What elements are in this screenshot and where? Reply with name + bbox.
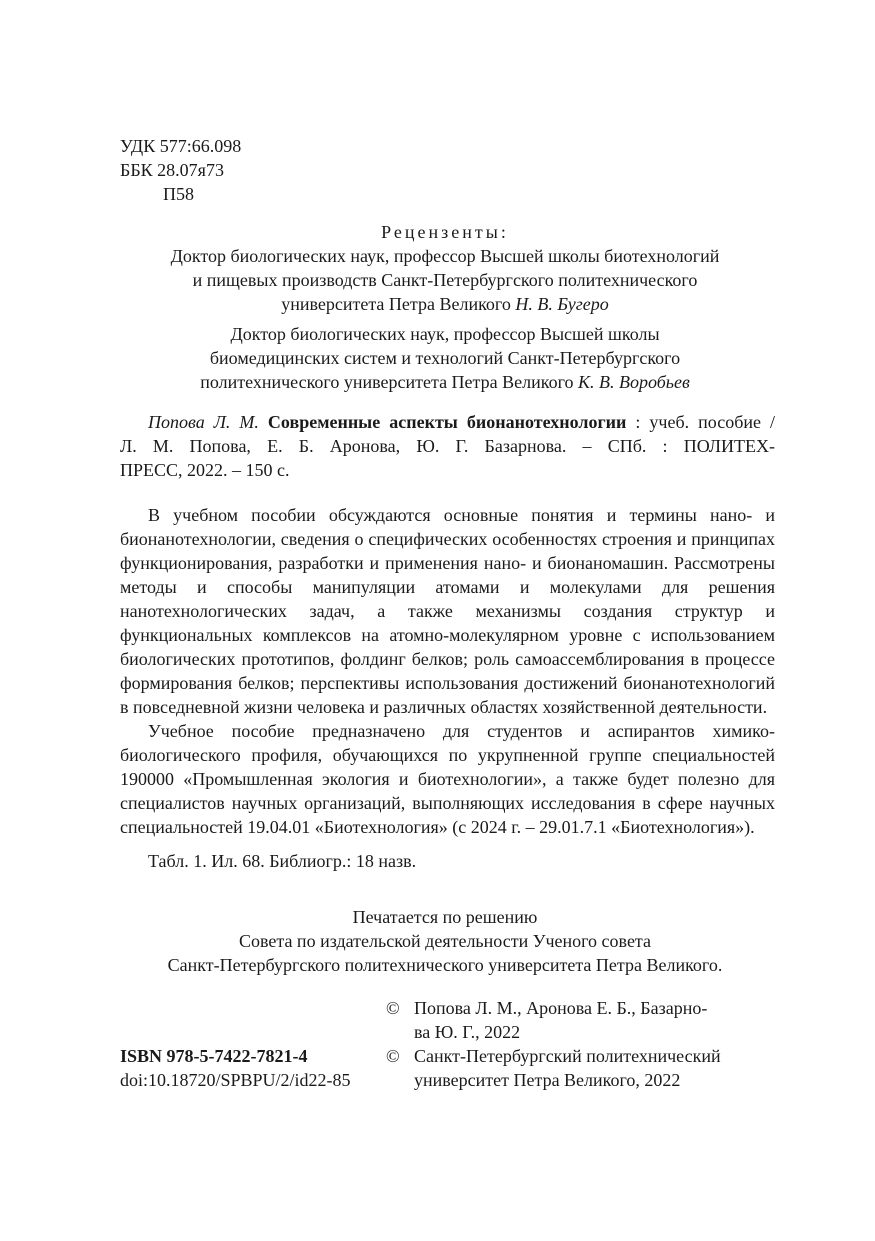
copyright-authors-line-1: [386, 996, 707, 1020]
approval-line-3: Санкт-Петербургского политехнического университета Петра Великого.: [167, 955, 723, 975]
reviewer-2-line-1: Доктор биологических наук, профессор Высшей школы: [230, 324, 660, 344]
copyright-university-line-2: университет Петра Великого, 2022: [414, 1070, 681, 1090]
copyright-authors-line-2: ва Ю. Г., 2022: [414, 1022, 521, 1042]
copyright-university-line-1: [386, 1044, 721, 1068]
reviewer-2-line-2: биомедицинских систем и технологий Санкт-Петербургского: [209, 348, 681, 368]
bib-line-2: Л. М. Попова, Е. Б. Аронова, Ю. Г. Базарнова. – СПб. : ПОЛИТЕХ-: [120, 436, 775, 456]
isbn: ISBN 978-5-7422-7821-4: [120, 1046, 308, 1066]
reviewer-2: [105, 322, 785, 394]
copyright-authors: [386, 996, 707, 1044]
reviewers-heading: Рецензенты:: [381, 222, 509, 242]
copyright-symbol: ©: [386, 998, 400, 1018]
udk-code: УДК 577:66.098: [120, 136, 242, 156]
reviewer-1-line-3: [105, 292, 785, 316]
approval-line-2: Совета по издательской деятельности Ученого совета: [238, 931, 652, 951]
reviewer-1-name: Н. В. Бугеро: [515, 294, 609, 314]
bib-title: Современные аспекты бионанотехнологии: [267, 412, 627, 432]
abstract-paragraph-1: В учебном пособии обсуждаются основные понятия и термины нано- и бионанотехнологии, сведения о специфических особенностях строения и принципах функционирования, разработки и применения нано- и бионаномашин. Рассмотрены методы и способы манипуляции атомами и молекулами для решения нанотехнологических задач, а также механизмы создания структур и функциональных комплексов на атомно-молекулярном уровне с использованием биологических прототипов, фолдинг белков; роль самоассемблирования в процессе формирования белков; перспективы использования достижений бионанотехнологий в повседневной жизни человека и различных областях хозяйственной деятельности.: [120, 505, 775, 717]
doi: doi:10.18720/SPBPU/2/id22-85: [120, 1070, 351, 1090]
approval-line-1: Печатается по решению: [352, 907, 538, 927]
tables-illustrations-count: Табл. 1. Ил. 68. Библиогр.: 18 назв.: [148, 851, 417, 871]
abstract: [120, 503, 775, 839]
reviewer-2-affiliation: политехнического университета Петра Великого: [200, 372, 574, 392]
bibliographic-record: [120, 410, 775, 482]
reviewer-2-name: К. В. Воробьев: [578, 372, 690, 392]
abstract-paragraph-2: Учебное пособие предназначено для студентов и аспирантов химико-биологического профиля, обучающихся по укрупненной группе специальностей 190000 «Промышленная экология и биотехнологии», а также будет полезно для специалистов научных организаций, выполняющих исследования в сфере научных специальностей 19.04.01 «Биотехнология» (с 2024 г. – 29.01.7.1 «Биотехнология»).: [120, 721, 775, 837]
publication-approval: [105, 905, 785, 977]
author-code: П58: [163, 184, 194, 204]
copyright-symbol: ©: [386, 1046, 400, 1066]
reviewer-1-line-1: Доктор биологических наук, профессор Высшей школы биотехнологий: [170, 246, 720, 266]
reviewer-1-affiliation: университета Петра Великого: [281, 294, 511, 314]
bib-line-1: [120, 410, 775, 434]
classification-block: [120, 134, 241, 206]
bib-line-3: ПРЕСС, 2022. – 150 с.: [120, 460, 290, 480]
reviewers-section: [105, 220, 785, 394]
bbk-code: ББК 28.07я73: [120, 160, 224, 180]
reviewer-1: [105, 244, 785, 316]
copyright-authors-text: Попова Л. М., Аронова Е. Б., Базарно-: [414, 998, 708, 1018]
bib-author: Попова Л. М.: [148, 412, 259, 432]
copyright-university: [386, 1044, 721, 1092]
copyright-university-text: Санкт-Петербургский политехнический: [414, 1046, 721, 1066]
reviewer-1-line-2: и пищевых производств Санкт-Петербургского политехнического: [192, 270, 698, 290]
bib-type: : учеб. пособие /: [626, 412, 775, 432]
reviewer-2-line-3: [105, 370, 785, 394]
